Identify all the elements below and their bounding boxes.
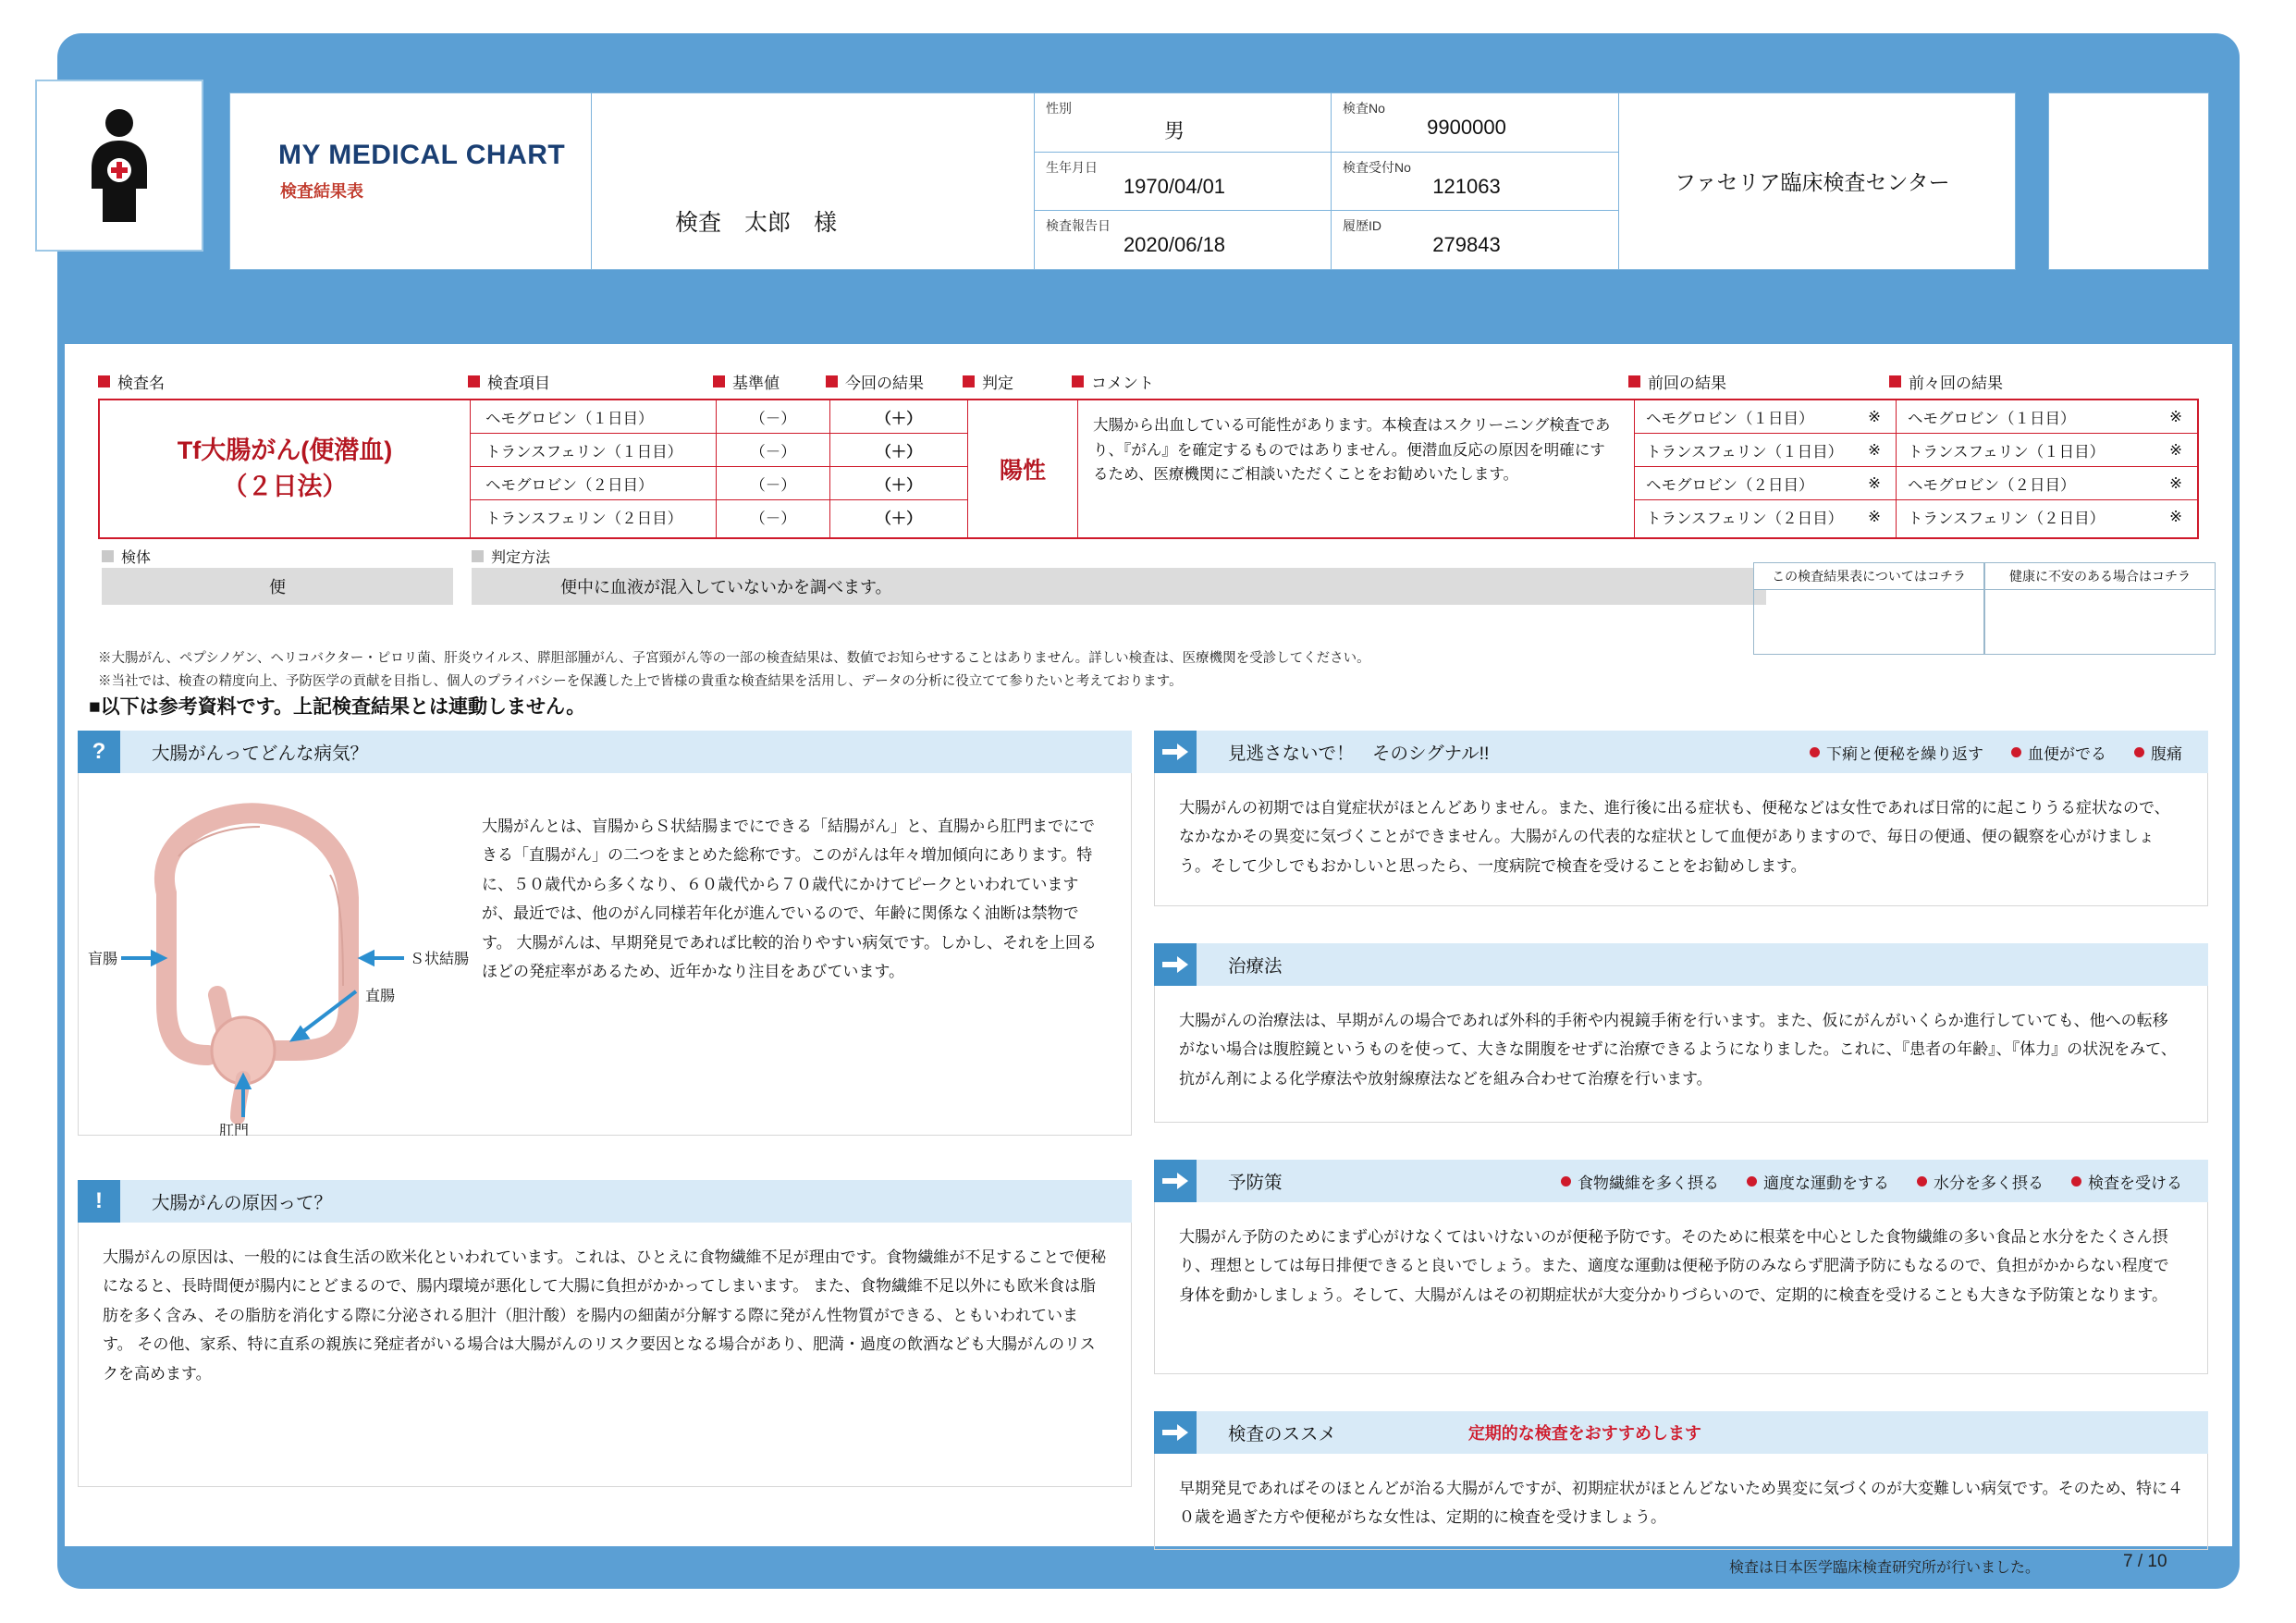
table-row [1897, 500, 2197, 534]
section-header-signal [1154, 731, 2208, 773]
lab-center-cell [1619, 93, 2015, 269]
red-square-icon [1889, 375, 1901, 387]
field-reception-no-label: 検査受付No [1343, 159, 1411, 175]
field-birthdate-value: 1970/04/01 [1123, 174, 1226, 198]
gray-square-icon [102, 550, 114, 562]
table-row: （＋） [876, 510, 922, 527]
specimen-label: 検体 [121, 550, 152, 566]
footer-note: 検査は日本医学臨床検査研究所が行いました。 [1729, 1560, 2041, 1576]
label-cecum: 盲腸 [88, 952, 118, 967]
section-title-cause: 大腸がんの原因って？ [152, 1193, 333, 1213]
red-square-icon [826, 375, 838, 387]
question-mark-icon: ? [78, 731, 120, 773]
qr-caption-result-info: この検査結果表についてはコチラ [1754, 563, 1983, 590]
arrow-right-icon [1154, 943, 1197, 986]
section-title-recommend: 検査のススメ [1228, 1424, 1337, 1445]
treatment-description: 大腸がんの治療法は、早期がんの場合であれば外科的手術や内視鏡手術を行います。また、仮にがんがいくらか進行していても、他への転移がない場合は腹腔鏡というものを使って、大きな開腹をせずに治療できるようになりました。これに、『患者の年齢』、『体力』の状況をみて、抗がん剤による化学療法や放射線療法などを組み合わせて治療を行います。 [1179, 1012, 2177, 1088]
red-square-icon [963, 375, 975, 387]
red-dot-icon [1747, 1176, 1757, 1187]
table-row: （＋） [830, 434, 967, 467]
section-body-recommend [1154, 1454, 2208, 1550]
recommend-description: 早期発見であればそのほとんどが治る大腸がんですが、初期症状がほとんどないため異変に気づくのが大変難しい病気です。そのため、特に４０歳を過ぎた方や便秘がちな女性は、定期的に検査を受けましょう。 [1179, 1480, 2183, 1527]
table-row [1897, 434, 2197, 467]
exclamation-mark-icon: ! [78, 1180, 120, 1223]
prev2-item-value: ※ [2169, 474, 2182, 492]
table-row: （＋） [830, 400, 967, 434]
section-body-treatment [1154, 986, 2208, 1123]
table-row: （－） [717, 467, 829, 500]
table-row: トランスフェリン（１日目） [471, 434, 716, 467]
section-body-prevention [1154, 1202, 2208, 1374]
recommend-highlight-wrap [1468, 1420, 2208, 1445]
table-row: ヘモグロビン（１日目） [471, 400, 716, 434]
qr-box-health-help[interactable] [1984, 562, 2216, 655]
prev2-item-value: ※ [2169, 408, 2182, 425]
chart-subtitle: 検査結果表 [280, 182, 363, 201]
field-birthdate [1035, 153, 1331, 212]
section-body-signal [1154, 773, 2208, 906]
header-fields-right [1332, 93, 1619, 269]
table-row [1897, 400, 2197, 434]
result-table [98, 399, 2199, 539]
col-head-comment-label: コメント [1091, 375, 1154, 392]
arrow-right-icon [1154, 731, 1197, 773]
qr-box-result-info[interactable] [1753, 562, 1984, 655]
table-row: ヘモグロビン（２日目） [471, 467, 716, 500]
field-gender [1035, 93, 1331, 153]
section-title-treatment: 治療法 [1228, 956, 1283, 977]
red-square-icon [1072, 375, 1084, 387]
prevention-tag: 水分を多く摂る [1917, 1170, 2044, 1193]
field-reception-no [1332, 153, 1618, 212]
field-report-date-label: 検査報告日 [1046, 218, 1111, 234]
col-head-previous2-label: 前々回の結果 [1909, 375, 2003, 392]
red-dot-icon [2071, 1176, 2081, 1187]
prev2-item-label: ヘモグロビン（１日目） [1908, 410, 2076, 427]
arrow-right-icon [1154, 1160, 1197, 1202]
header-panel [229, 92, 2016, 270]
col-head-previous2 [1889, 370, 2199, 393]
gray-square-icon [472, 550, 484, 562]
col-head-standard [713, 370, 826, 393]
section-body-disease [78, 773, 1132, 1136]
qr-caption-health-help: 健康に不安のある場合はコチラ [1985, 563, 2215, 590]
section-header-treatment [1154, 943, 2208, 986]
section-title-prevention: 予防策 [1228, 1173, 1283, 1193]
table-row: （－） [717, 400, 829, 434]
signal-description: 大腸がんの初期では自覚症状がほとんどありません。また、進行後に出る症状も、便秘などは女性であれば日常的に起こりうる症状なので、なかなかその異変に気づくことができません。大腸がんの代表的な症状として血便がありますので、毎日の便通、便の観察を心がけましょう。そして少しでもおかしいと思ったら、一度病院で検査を受けることをお勧めします。 [1179, 799, 2170, 875]
prev2-item-value: ※ [2169, 509, 2182, 525]
prevention-tags [1561, 1170, 2208, 1193]
col-head-judgement-label: 判定 [982, 375, 1013, 392]
field-report-date-value: 2020/06/18 [1123, 233, 1226, 257]
result-test-name [100, 400, 471, 537]
recommend-highlight: 定期的な検査をおすすめします [1467, 1424, 1701, 1443]
label-anus: 肛門 [219, 1124, 250, 1136]
reference-lead-text: ■以下は参考資料です。上記検査結果とは連動しません。 [89, 696, 586, 718]
red-square-icon [1628, 375, 1640, 387]
section-title-disease: 大腸がんってどんな病気？ [152, 744, 369, 764]
prevention-tag: 適度な運動をする [1747, 1170, 1889, 1193]
table-row [1635, 434, 1896, 467]
result-test-name-line2: （２日法） [222, 473, 348, 500]
prev-item-value: ※ [1868, 408, 1881, 425]
red-dot-icon [2134, 747, 2144, 757]
red-square-icon [98, 375, 110, 387]
result-test-name-line1: Tf大腸がん(便潜血) [177, 436, 393, 464]
red-square-icon [713, 375, 725, 387]
patient-name: 検査 太郎 様 [675, 210, 838, 236]
disease-description: 大腸がんとは、盲腸からＳ状結腸までにできる「結腸がん」と、直腸から肛門までにできる「直腸がん」の二つをまとめた総称です。このがんは年々増加傾向にあります。特に、５０歳代から多くなり、６０歳代から７０歳代にかけてピークといわれていますが、最近では、他のがん同様若年化が進んでいるので、年齢に関係なく油断は禁物です。 大腸がんは、早期発見であれば比較的治りやすい病気です。しかし、それを上回るほどの発症率があるため、近年かなり注目をあびています。 [482, 818, 1098, 981]
prev-item-value: ※ [1868, 474, 1881, 492]
col-head-standard-label: 基準値 [732, 375, 780, 392]
result-comment: 大腸から出血している可能性があります。本検査はスクリーニング検査であり、『がん』を確定するものではありません。便潜血反応の原因を明確にするため、医療機関にご相談いただくことをお勧めいたします。 [1078, 400, 1635, 537]
note-line-1: ※大腸がん、ペプシノゲン、ヘリコバクター・ピロリ菌、肝炎ウイルス、膵胆部腫がん、子宮頸がん等の一部の検査結果は、数値でお知らせすることはありません。詳しい検査は、医療機関を受診してください。 [98, 651, 1370, 666]
person-icon [77, 107, 162, 224]
prev-item-label: トランスフェリン（２日目） [1646, 510, 1844, 527]
section-header-recommend [1154, 1411, 2208, 1454]
prev-item-value: ※ [1868, 441, 1881, 459]
signal-tag: 腹痛 [2134, 741, 2182, 764]
specimen-value: 便 [102, 568, 453, 605]
header-right-blank-box [2048, 92, 2209, 270]
prev-item-label: トランスフェリン（１日目） [1646, 443, 1844, 461]
colon-diagram-icon [79, 773, 476, 1136]
method-label-group [472, 546, 550, 567]
col-head-previous-label: 前回の結果 [1648, 375, 1726, 392]
patient-icon-box [35, 80, 203, 252]
field-test-no-label: 検査No [1343, 101, 1385, 116]
prevention-tag: 食物繊維を多く摂る [1561, 1170, 1719, 1193]
section-header-cause [78, 1180, 1132, 1223]
colon-illustration [79, 773, 476, 1135]
table-row [1635, 400, 1896, 434]
prev-item-value: ※ [1868, 509, 1881, 525]
chart-title: MY MEDICAL CHART [278, 140, 566, 170]
field-report-date [1035, 211, 1331, 269]
field-history-id-value: 279843 [1432, 233, 1501, 257]
field-test-no-value: 9900000 [1427, 116, 1506, 139]
prev2-item-label: トランスフェリン（１日目） [1908, 443, 2106, 461]
result-judgement: 陽性 [968, 400, 1078, 537]
table-row [1635, 500, 1896, 534]
table-row: （－） [750, 510, 796, 527]
prev-item-label: ヘモグロビン（２日目） [1646, 476, 1814, 494]
col-head-previous [1628, 370, 1889, 393]
red-dot-icon [1810, 747, 1820, 757]
table-row: （＋） [830, 467, 967, 500]
table-row [1897, 467, 2197, 500]
result-previous2-column [1897, 400, 2197, 537]
note-line-2: ※当社では、検査の精度向上、予防医学の貢献を目指し、個人のプライバシーを保護した上で皆様の貴重な検査結果を活用し、データの分析に役立てて参りたいと考えております。 [98, 673, 1183, 689]
table-row [1635, 467, 1896, 500]
red-dot-icon [1561, 1176, 1571, 1187]
result-column-headers [98, 370, 2199, 393]
left-column [78, 731, 1132, 1487]
cause-description: 大腸がんの原因は、一般的には食生活の欧米化といわれています。これは、ひとえに食物繊維不足が理由です。食物繊維が不足することで便秘になると、長時間便が腸内にとどまるので、腸内環境が悪化して大腸に負担がかかってしまいます。 また、食物繊維不足以外にも欧米食は脂肪を多く含み、その脂肪を消化する際に分泌される胆汁（胆汁酸）を腸内の細菌が分解する際に発がん性物質ができる、ともいわれています。 その他、家系、特に直系の親族に発症者がいる場合は大腸がんのリスク要因となる場合があり、肥満・過度の飲酒なども大腸がんのリスクを高めます。 [103, 1248, 1107, 1383]
field-gender-label: 性別 [1046, 101, 1072, 116]
red-dot-icon [2011, 747, 2021, 757]
prevention-description: 大腸がん予防のためにまず心がけなくてはいけないのが便秘予防です。そのために根菜を中心とした食物繊維の多い食品と水分をたくさん摂り、理想としては毎日排便できると良いでしょう。また、適度な運動は便秘予防のみならず肥満予防にもなるので、負担がかからない程度で身体を動かしましょう。そして、大腸がんはその初期症状が大変分かりづらいので、定期的に検査を受けることも大きな予防策となります。 [1179, 1228, 2169, 1304]
header-fields-left [1035, 93, 1332, 269]
section-body-cause [78, 1223, 1132, 1487]
field-history-id-label: 履歴ID [1343, 218, 1381, 234]
signal-tag: 血便がでる [2011, 741, 2106, 764]
result-previous-column [1635, 400, 1897, 537]
result-standard-column [717, 400, 830, 537]
section-header-disease [78, 731, 1132, 773]
arrow-right-icon [1154, 1411, 1197, 1454]
col-head-comment [1072, 370, 1628, 393]
field-reception-no-value: 121063 [1432, 174, 1501, 198]
prev-item-label: ヘモグロビン（１日目） [1646, 410, 1814, 427]
lab-center-name: ファセリア臨床検査センター [1675, 170, 1950, 194]
red-dot-icon [1917, 1176, 1927, 1187]
col-head-test-name-label: 検査名 [117, 375, 165, 392]
field-test-no [1332, 93, 1618, 153]
right-column [1154, 731, 2208, 1550]
label-rectum: 直腸 [365, 989, 396, 1004]
table-row: （－） [717, 434, 829, 467]
page-number: 7 / 10 [2123, 1552, 2167, 1571]
col-head-judgement [963, 370, 1072, 393]
field-gender-value: 男 [1163, 119, 1185, 142]
result-section [98, 370, 2199, 539]
patient-name-cell [592, 93, 1035, 269]
specimen-label-group [102, 546, 151, 567]
prevention-tag: 検査を受ける [2071, 1170, 2182, 1193]
col-head-result [826, 370, 963, 393]
signal-tag: 下痢と便秘を繰り返す [1810, 741, 1983, 764]
specimen-method-row [98, 546, 2199, 612]
prev2-item-label: トランスフェリン（２日目） [1908, 510, 2106, 527]
col-head-item-label: 検査項目 [487, 375, 550, 392]
table-row: トランスフェリン（２日目） [485, 510, 683, 527]
prev2-item-value: ※ [2169, 441, 2182, 459]
section-title-signal: 見逃さないで！ そのシグナル!! [1228, 744, 1490, 764]
prev2-item-label: ヘモグロビン（２日目） [1908, 476, 2076, 494]
method-value: 便中に血液が混入していないかを調べます。 [472, 568, 1766, 605]
signal-tags [1810, 741, 2208, 764]
col-head-result-label: 今回の結果 [845, 375, 924, 392]
section-header-prevention [1154, 1160, 2208, 1202]
col-head-test-name [98, 370, 468, 393]
field-history-id [1332, 211, 1618, 269]
field-birthdate-label: 生年月日 [1046, 159, 1098, 175]
notes-block [98, 647, 2199, 693]
method-label: 判定方法 [491, 550, 551, 566]
label-sigmoid: Ｓ状結腸 [410, 952, 470, 967]
red-square-icon [468, 375, 480, 387]
result-items-column [471, 400, 717, 537]
logo-cell [230, 93, 592, 269]
result-value-column [830, 400, 968, 537]
col-head-item [468, 370, 713, 393]
